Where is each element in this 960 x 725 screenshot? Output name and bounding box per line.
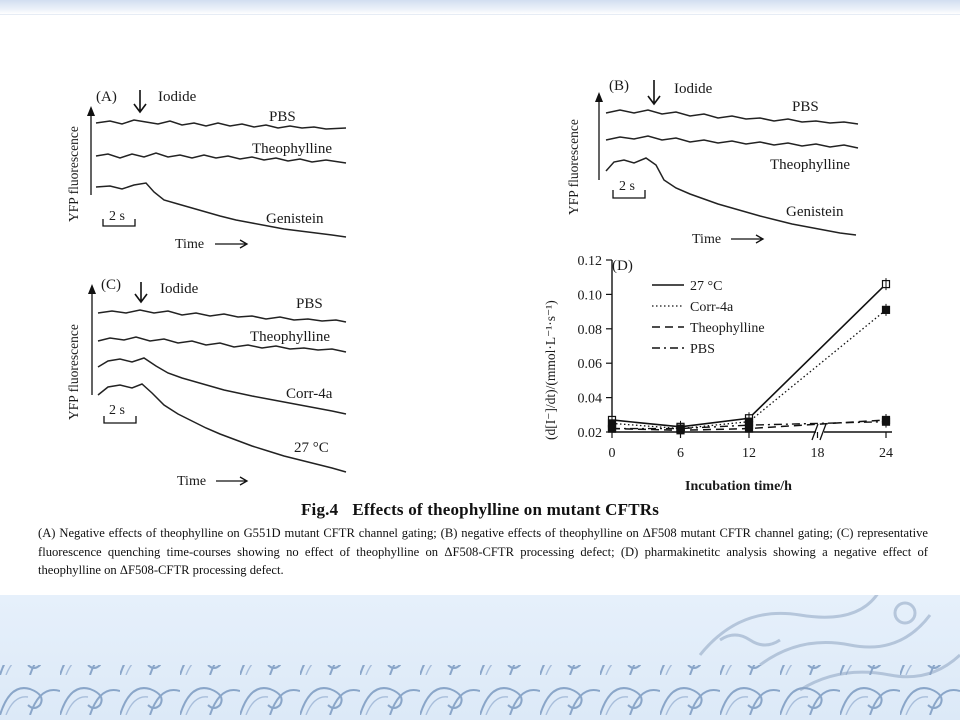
figure-caption <box>0 500 960 520</box>
y-axis-arrow-icon <box>595 92 603 102</box>
panel-c-pbs-label: PBS <box>296 296 323 312</box>
figure-number: Fig.4 <box>300 500 339 519</box>
legend-label: Theophylline <box>690 321 765 336</box>
panel-b-ylabel: YFP fluorescence <box>566 119 581 215</box>
y-tick-label: 0.12 <box>577 254 602 269</box>
panel-a-trace-pbs <box>96 120 346 129</box>
y-axis-arrow-icon <box>87 106 95 116</box>
panel-c-theophylline-label: Theophylline <box>250 329 330 345</box>
figure-legend: (A) Negative effects of theophylline on G551D mutant CFTR channel gating; (B) negative effects of theophylline on ΔF508 mutant CFTR channel gating; (C) representative fluorescence quenching time-courses showing no effect of theophylline on ΔF508-CFTR processing defect; (D) pharmakinetitc analysis showing a negative effect of theophylline on ΔF508-CFTR processing defect. <box>38 526 928 577</box>
chart-axes <box>612 260 892 440</box>
panel-a-iodide: Iodide <box>158 89 197 105</box>
x-tick-label: 0 <box>608 446 616 461</box>
time-arrow-icon <box>216 477 247 485</box>
y-axis-arrow-icon <box>88 284 96 294</box>
chart-series <box>609 278 890 436</box>
x-tick-label: 18 <box>810 446 825 461</box>
panel-b-label: (B) <box>609 78 629 94</box>
panel-b-trace-pbs <box>606 110 858 124</box>
y-tick-label: 0.10 <box>577 288 602 304</box>
panel-a-time-label: Time <box>175 237 205 252</box>
chart-ticks <box>578 254 894 461</box>
panel-a-trace-genistein <box>96 183 346 237</box>
y-tick-label: 0.08 <box>577 322 602 338</box>
figure-title: Effects of theophylline on mutant CFTRs <box>352 500 660 519</box>
panel-b <box>566 78 858 247</box>
panel-c-ylabel: YFP fluorescence <box>66 324 81 420</box>
panel-c-label: (C) <box>101 277 121 293</box>
panel-c-scale-label: 2 s <box>109 403 125 418</box>
time-arrow-icon <box>731 235 763 243</box>
legend-label: PBS <box>690 342 715 357</box>
iodide-arrow-icon <box>134 90 146 112</box>
panel-a-theophylline-label: Theophylline <box>252 141 332 157</box>
panel-c-27c-label: 27 °C <box>294 440 329 456</box>
y-tick-label: 0.02 <box>577 426 602 441</box>
iodide-arrow-icon <box>135 282 147 302</box>
time-arrow-icon <box>215 240 247 248</box>
chart-xlabel: Incubation time/h <box>685 479 792 494</box>
panel-c-corr4a-label: Corr-4a <box>286 386 333 402</box>
x-tick-label: 6 <box>677 446 684 461</box>
y-tick-label: 0.06 <box>577 357 602 373</box>
iodide-arrow-icon <box>648 80 660 104</box>
panel-a-genistein-label: Genistein <box>266 211 324 227</box>
chart-ylabel: (d[I⁻]/dt)/(mmol·L⁻¹·s⁻¹) <box>543 300 558 440</box>
panel-a-scale-label: 2 s <box>109 209 125 224</box>
panel-b-trace-theophylline <box>606 136 858 148</box>
panel-b-theophylline-label: Theophylline <box>770 157 850 173</box>
panel-c-time-label: Time <box>177 474 207 489</box>
panel-c <box>66 277 346 489</box>
panel-a-ylabel: YFP fluorescence <box>66 126 81 222</box>
panel-a-label: (A) <box>96 89 117 105</box>
panel-d-label: (D) <box>612 258 633 274</box>
chart-legend <box>652 279 765 357</box>
panel-b-pbs-label: PBS <box>792 99 819 115</box>
panel-b-time-label: Time <box>692 232 722 247</box>
panel-c-iodide: Iodide <box>160 281 199 297</box>
y-tick-label: 0.04 <box>577 391 602 407</box>
panel-b-scale-label: 2 s <box>619 179 635 194</box>
panel-a <box>66 89 346 252</box>
x-tick-label: 12 <box>742 446 756 461</box>
panel-b-iodide: Iodide <box>674 81 713 97</box>
legend-label: Corr-4a <box>690 300 734 315</box>
x-tick-label: 24 <box>879 446 893 461</box>
legend-label: 27 °C <box>690 279 723 294</box>
panel-b-genistein-label: Genistein <box>786 204 844 220</box>
panel-a-pbs-label: PBS <box>269 109 296 125</box>
panel-d-chart <box>543 254 893 494</box>
